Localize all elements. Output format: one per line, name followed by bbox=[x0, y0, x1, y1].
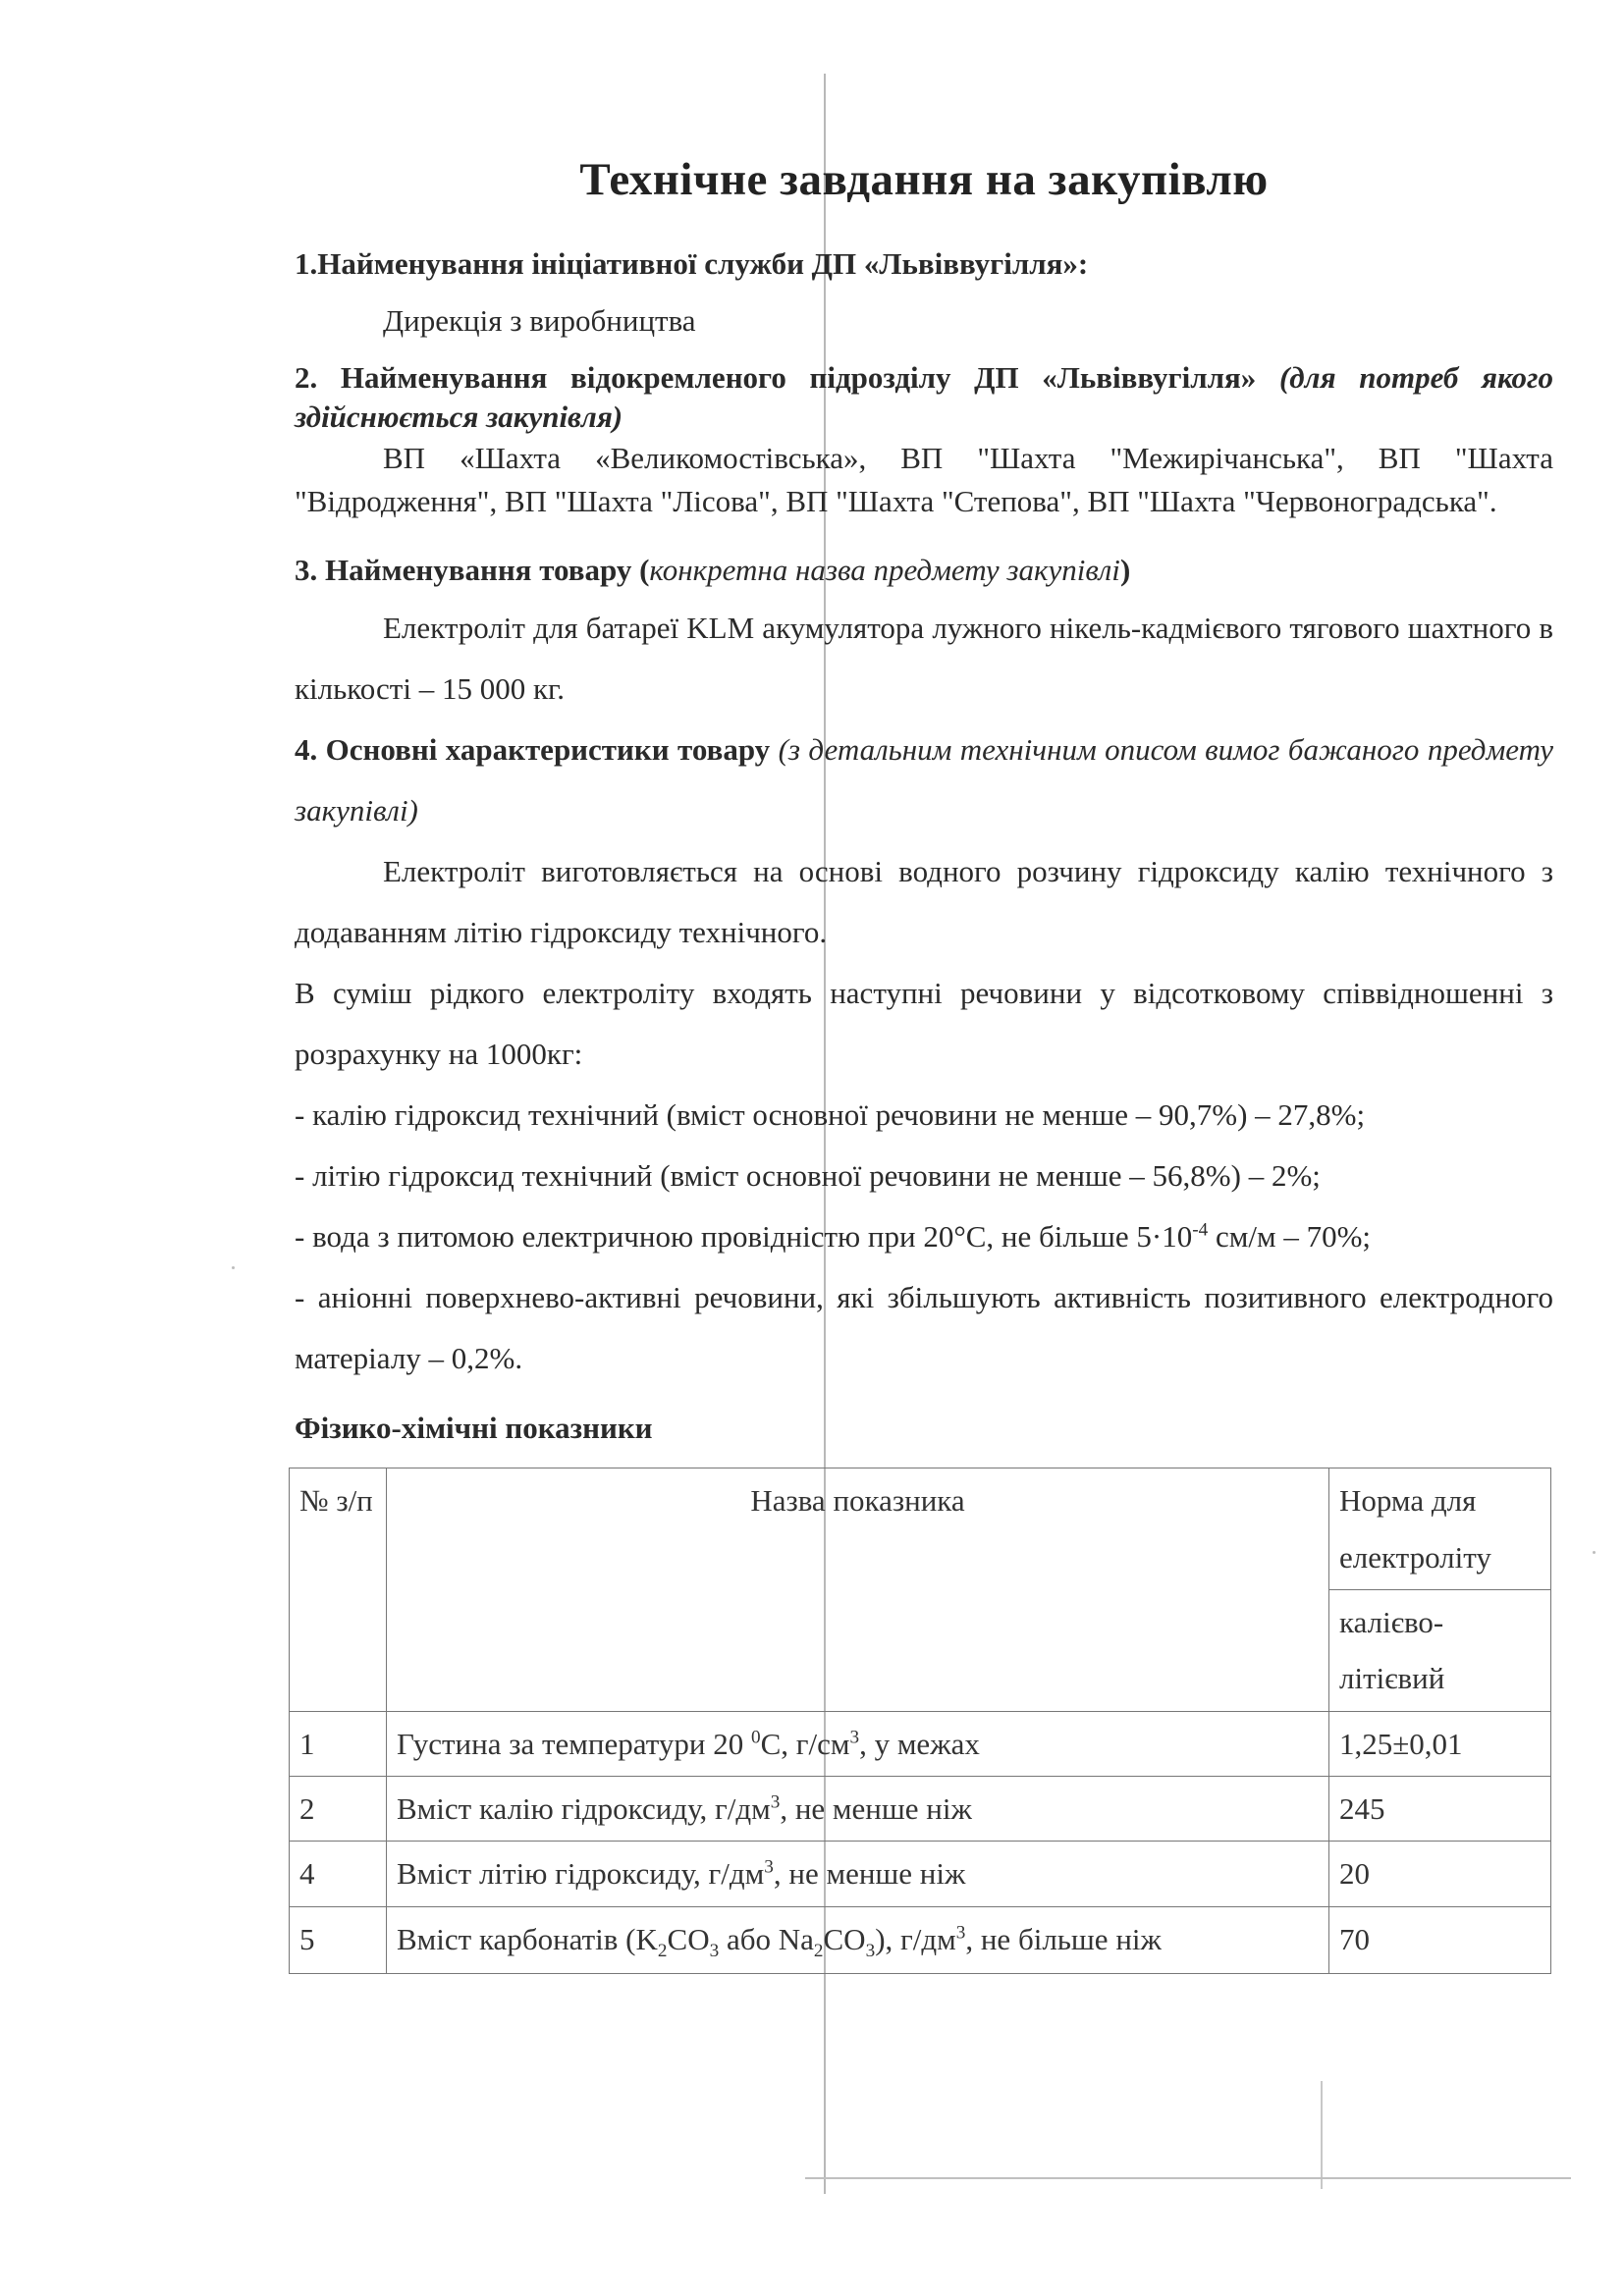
section-2-note: (для потреб якого здійснюється закупівля) bbox=[295, 359, 1553, 435]
section-2-text: ВП «Шахта «Великомостівська», ВП "Шахта "Межирічанська", ВП "Шахта "Відродження", ВП "Шахта "Лісова", ВП "Шахта "Степова", ВП "Шахта "Червоноградська". bbox=[295, 441, 1553, 519]
cube-sup: 3 bbox=[764, 1857, 774, 1879]
scan-edge-line bbox=[805, 2177, 1571, 2179]
list-item-lithium-hydroxide: - літію гідроксид технічний (вміст основної речовини не менше – 56,8%) – 2%; bbox=[295, 1158, 1321, 1194]
carb-text-f: , не більше ніж bbox=[965, 1921, 1162, 1956]
section-4-heading bbox=[295, 720, 1553, 841]
list-item-potassium-hydroxide: - калію гідроксид технічний (вміст основної речовини не менше – 90,7%) – 27,8%; bbox=[295, 1097, 1366, 1133]
header-number: № з/п bbox=[290, 1468, 387, 1711]
document-content bbox=[295, 147, 1553, 1974]
row-value: 20 bbox=[1329, 1842, 1551, 1906]
list-item-surfactants: - аніонні поверхнево-активні речовини, які збільшують активність позитивного електродного матеріалу – 0,2%. bbox=[295, 1280, 1553, 1376]
row-number: 5 bbox=[290, 1906, 387, 1973]
water-text-start: - вода з питомою електричною провідністю при 20°С, не більше 5·10 bbox=[295, 1219, 1193, 1255]
lioh-text-b: , не менше ніж bbox=[773, 1856, 966, 1892]
carb-text-e: ), г/дм bbox=[875, 1921, 956, 1956]
table-row bbox=[290, 1711, 1551, 1776]
table-row bbox=[290, 1777, 1551, 1842]
section-3-title: 3. Найменування товару bbox=[295, 553, 632, 588]
section-3-text: Електроліт для батареї KLM акумулятора лужного нікель-кадмієвого тягового шахтного в кількості – 15 000 кг. bbox=[295, 611, 1553, 707]
scan-fold-line-lower bbox=[1321, 2081, 1323, 2189]
section-2-title: 2. Найменування відокремленого підрозділу ДП «Львіввугілля» bbox=[295, 359, 1257, 395]
table-header-row bbox=[290, 1468, 1551, 1590]
header-indicator-name: Назва показника bbox=[387, 1468, 1329, 1711]
row-value: 1,25±0,01 bbox=[1329, 1711, 1551, 1776]
degree-sup: 0 bbox=[750, 1727, 761, 1748]
section-1-heading: 1.Найменування ініціативної служби ДП «Львіввугілля»: bbox=[295, 245, 1089, 281]
water-text-end: см/м – 70%; bbox=[1208, 1219, 1372, 1255]
cube-sup: 3 bbox=[849, 1727, 860, 1748]
section-3-note: конкретна назва предмету закупівлі bbox=[649, 553, 1120, 588]
header-norm: Норма для електроліту bbox=[1329, 1468, 1551, 1590]
indicators-table bbox=[289, 1468, 1551, 1973]
sub-index: 2 bbox=[813, 1941, 824, 1962]
document-title: Технічне завдання на закупівлю bbox=[579, 154, 1269, 205]
row-number: 2 bbox=[290, 1777, 387, 1842]
water-exponent: -4 bbox=[1192, 1220, 1209, 1242]
row-indicator bbox=[387, 1906, 1329, 1973]
row-number: 4 bbox=[290, 1842, 387, 1906]
sub-index: 3 bbox=[865, 1941, 876, 1962]
section-3-heading: 3. Найменування товару (конкретна назва предмету закупівлі) bbox=[295, 553, 1131, 588]
row-indicator bbox=[387, 1777, 1329, 1842]
carb-text-b: CO bbox=[667, 1921, 710, 1956]
carb-text-d: CO bbox=[823, 1921, 866, 1956]
section-4-paragraph-2: В суміш рідкого електроліту входять наступні речовини у відсотковому співвідношенні з розрахунку на 1000кг: bbox=[295, 976, 1553, 1072]
section-4-note: (з детальним технічним описом вимог бажаного предмету закупівлі) bbox=[295, 732, 1553, 828]
row-number: 1 bbox=[290, 1711, 387, 1776]
carb-text-c: або Na bbox=[719, 1921, 814, 1956]
list-item-water bbox=[295, 1206, 1553, 1267]
row-value: 70 bbox=[1329, 1906, 1551, 1973]
density-text-a: Густина за температури 20 bbox=[397, 1726, 751, 1761]
row-indicator bbox=[387, 1711, 1329, 1776]
lioh-text-a: Вміст літію гідроксиду, г/дм bbox=[397, 1856, 765, 1892]
koh-text-a: Вміст калію гідроксиду, г/дм bbox=[397, 1791, 771, 1827]
table-row bbox=[290, 1906, 1551, 1973]
section-1-text: Дирекція з виробництва bbox=[383, 302, 696, 338]
header-norm-type: калієво-літієвий bbox=[1329, 1590, 1551, 1712]
row-indicator bbox=[387, 1842, 1329, 1906]
cube-sup: 3 bbox=[955, 1922, 966, 1944]
table-row bbox=[290, 1842, 1551, 1906]
section-2-heading bbox=[295, 358, 1553, 438]
section-4-paragraph-1: Електроліт виготовляється на основі водного розчину гідроксиду калію технічного з додаванням літію гідроксиду технічного. bbox=[295, 854, 1553, 950]
sub-index: 3 bbox=[709, 1941, 720, 1962]
density-text-c: , у межах bbox=[859, 1726, 980, 1761]
sub-index: 2 bbox=[657, 1941, 668, 1962]
carb-text-a: Вміст карбонатів (K bbox=[397, 1921, 658, 1956]
scan-speck bbox=[1593, 1551, 1596, 1554]
density-text-b: С, г/см bbox=[760, 1726, 850, 1761]
scan-speck bbox=[232, 1266, 235, 1269]
cube-sup: 3 bbox=[770, 1791, 781, 1813]
koh-text-b: , не менше ніж bbox=[780, 1791, 972, 1827]
section-4-title: 4. Основні характеристики товару bbox=[295, 732, 771, 768]
physchem-heading: Фізико-хімічні показники bbox=[295, 1411, 653, 1446]
row-value: 245 bbox=[1329, 1777, 1551, 1842]
